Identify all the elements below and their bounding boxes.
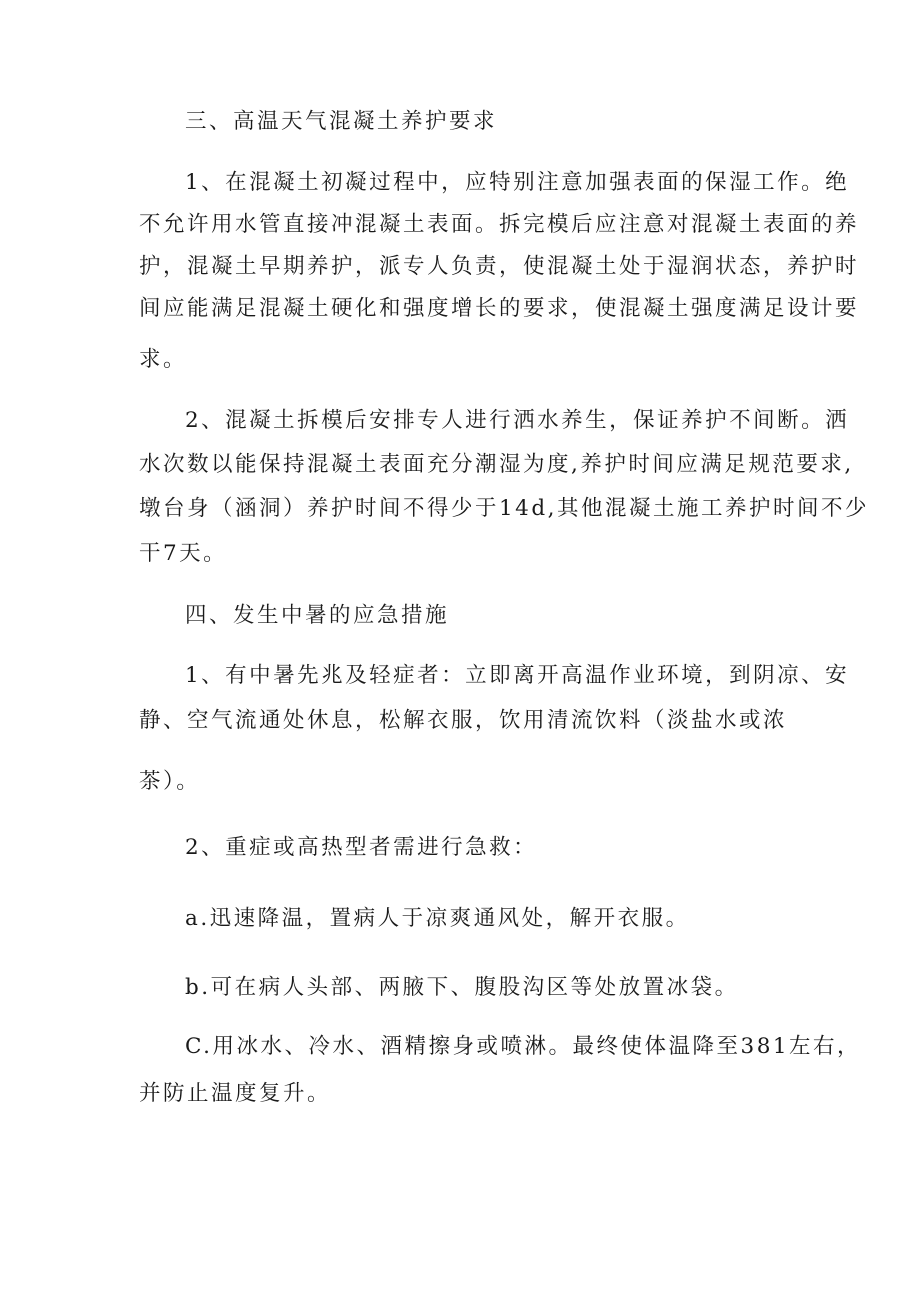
paragraph-line: 干7天。 <box>139 541 228 566</box>
list-item-b: b.可在病人头部、两腋下、腹股沟区等处放置冰袋。 <box>185 975 739 1000</box>
list-item-a: a.迅速降温，置病人于凉爽通风处，解开衣服。 <box>185 906 690 931</box>
paragraph-line: 间应能满足混凝土硬化和强度增长的要求，使混凝土强度满足设计要 <box>139 296 860 321</box>
paragraph-line: 茶）。 <box>139 769 201 794</box>
paragraph-line: 静、空气流通处休息，松解衣服，饮用清流饮料（淡盐水或浓 <box>139 708 788 733</box>
paragraph-line: 墩台身（涵洞）养护时间不得少于14d,其他混凝土施工养护时间不少 <box>139 496 869 521</box>
list-item-c: C.用冰水、冷水、酒精擦身或喷淋。最终使体温降至381左右， <box>185 1034 862 1059</box>
paragraph-line: 不允许用水管直接冲混凝土表面。拆完模后应注意对混凝土表面的养 <box>139 212 860 237</box>
paragraph-line: 求。 <box>139 347 188 372</box>
paragraph-line: 2、重症或高热型者需进行急救： <box>185 835 538 860</box>
paragraph-line: 护，混凝土早期养护，派专人负责，使混凝土处于湿润状态，养护时 <box>139 254 860 279</box>
paragraph-line: 水次数以能保持混凝土表面充分潮湿为度,养护时间应满足规范要求, <box>139 452 854 477</box>
section-3-heading: 三、高温天气混凝土养护要求 <box>185 109 498 134</box>
paragraph-line: 2、混凝土拆模后安排专人进行洒水养生，保证养护不间断。洒 <box>185 408 850 433</box>
paragraph-line: 1、在混凝土初凝过程中，应特别注意加强表面的保湿工作。绝 <box>185 170 850 195</box>
section-4-heading: 四、发生中暑的应急措施 <box>185 603 450 628</box>
paragraph-line: 1、有中暑先兆及轻症者：立即离开高温作业环境，到阴凉、安 <box>185 663 850 688</box>
paragraph-line: 并防止温度复升。 <box>139 1081 332 1106</box>
